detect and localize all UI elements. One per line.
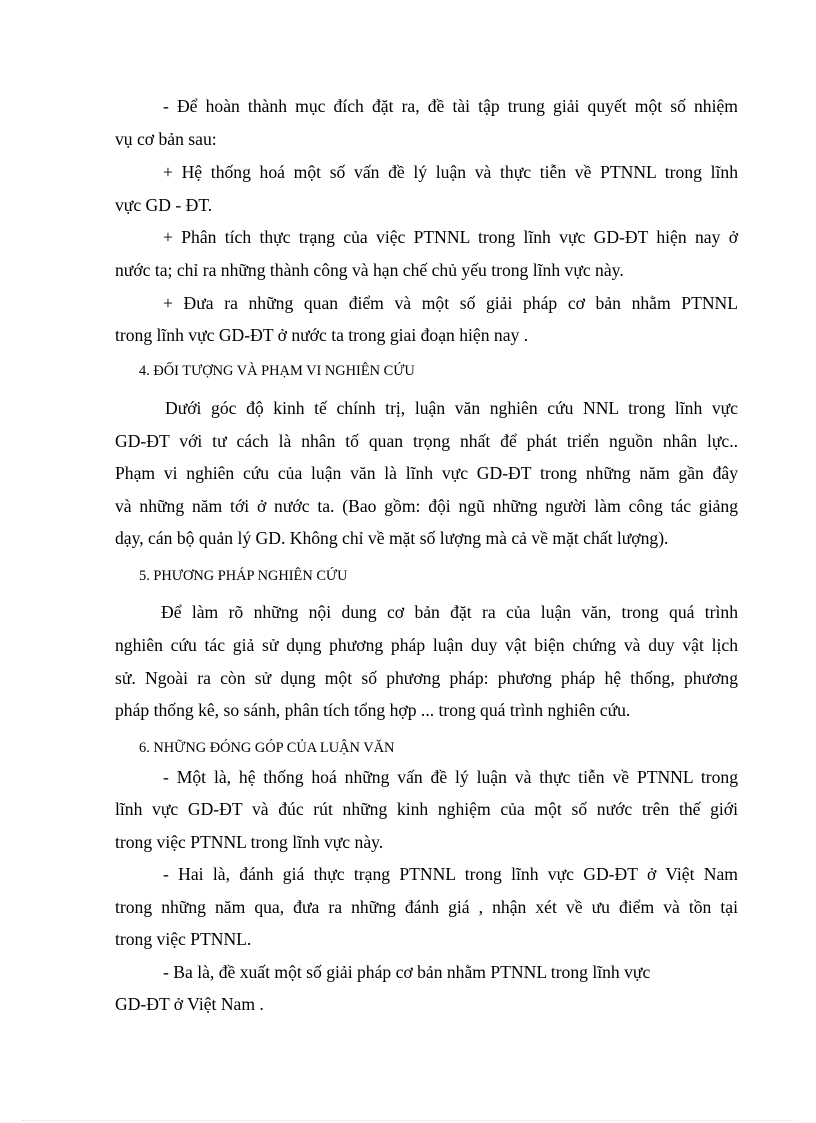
section-4-line-1: Dưới góc độ kinh tế chính trị, luận văn nghiên cứu NNL trong lĩnh vực	[165, 398, 738, 418]
section-6-heading: 6. NHỮNG ĐÓNG GÓP CỦA LUẬN VĂN	[139, 740, 395, 756]
intro-line-2: vụ cơ bản sau:	[115, 129, 217, 149]
section-4-line-3: Phạm vi nghiên cứu của luận văn là lĩnh vực GD-ĐT trong những năm gần đây	[115, 463, 738, 483]
section-4-line-5: dạy, cán bộ quản lý GD. Không chỉ về mặt số lượng mà cả về mặt chất lượng).	[115, 528, 669, 548]
intro-line-8: trong lĩnh vực GD-ĐT ở nước ta trong giai đoạn hiện nay .	[115, 325, 529, 345]
section-6-line-3: trong việc PTNNL trong lĩnh vực này.	[115, 832, 384, 852]
section-6-line-4: - Hai là, đánh giá thực trạng PTNNL trong lĩnh vực GD-ĐT ở Việt Nam	[163, 864, 738, 884]
section-6-line-5: trong những năm qua, đưa ra những đánh giá , nhận xét về ưu điểm và tồn tại	[115, 897, 738, 917]
section-5-line-4: pháp thống kê, so sánh, phân tích tổng hợp ... trong quá trình nghiên cứu.	[115, 700, 631, 720]
section-4-line-2: GD-ĐT với tư cách là nhân tố quan trọng nhất để phát triển nguồn nhân lực..	[115, 431, 738, 451]
page-bottom-divider	[22, 1120, 794, 1121]
section-5-line-3: sử. Ngoài ra còn sử dụng một số phương pháp: phương pháp hệ thống, phương	[115, 668, 738, 688]
section-4-line-4: và những năm tới ở nước ta. (Bao gồm: đội ngũ những người làm công tác giảng	[115, 496, 738, 516]
intro-line-3: + Hệ thống hoá một số vấn đề lý luận và thực tiễn về PTNNL trong lĩnh	[163, 162, 738, 182]
section-5-line-1: Để làm rõ những nội dung cơ bản đặt ra của luận văn, trong quá trình	[161, 602, 738, 622]
intro-line-1: - Để hoàn thành mục đích đặt ra, đề tài tập trung giải quyết một số nhiệm	[163, 96, 738, 116]
section-5-heading: 5. PHƯƠNG PHÁP NGHIÊN CỨU	[139, 568, 348, 584]
section-4-heading: 4. ĐỐI TƯỢNG VÀ PHẠM VI NGHIÊN CỨU	[139, 363, 415, 379]
intro-line-5: + Phân tích thực trạng của việc PTNNL trong lĩnh vực GD-ĐT hiện nay ở	[163, 227, 738, 247]
intro-line-6: nước ta; chỉ ra những thành công và hạn chế chủ yếu trong lĩnh vực này.	[115, 260, 624, 280]
intro-line-7: + Đưa ra những quan điểm và một số giải pháp cơ bản nhằm PTNNL	[163, 293, 738, 313]
intro-line-4: vực GD - ĐT.	[115, 195, 213, 215]
section-5-line-2: nghiên cứu tác giả sử dụng phương pháp luận duy vật biện chứng và duy vật lịch	[115, 635, 738, 655]
section-6-line-6: trong việc PTNNL.	[115, 929, 252, 949]
section-6-line-2: lĩnh vực GD-ĐT và đúc rút những kinh nghiệm của một số nước trên thế giới	[115, 799, 738, 819]
section-6-line-1: - Một là, hệ thống hoá những vấn đề lý luận và thực tiễn về PTNNL trong	[163, 767, 738, 787]
section-6-line-8: GD-ĐT ở Việt Nam .	[115, 994, 264, 1014]
section-6-line-7: - Ba là, đề xuất một số giải pháp cơ bản nhằm PTNNL trong lĩnh vực	[163, 962, 651, 982]
